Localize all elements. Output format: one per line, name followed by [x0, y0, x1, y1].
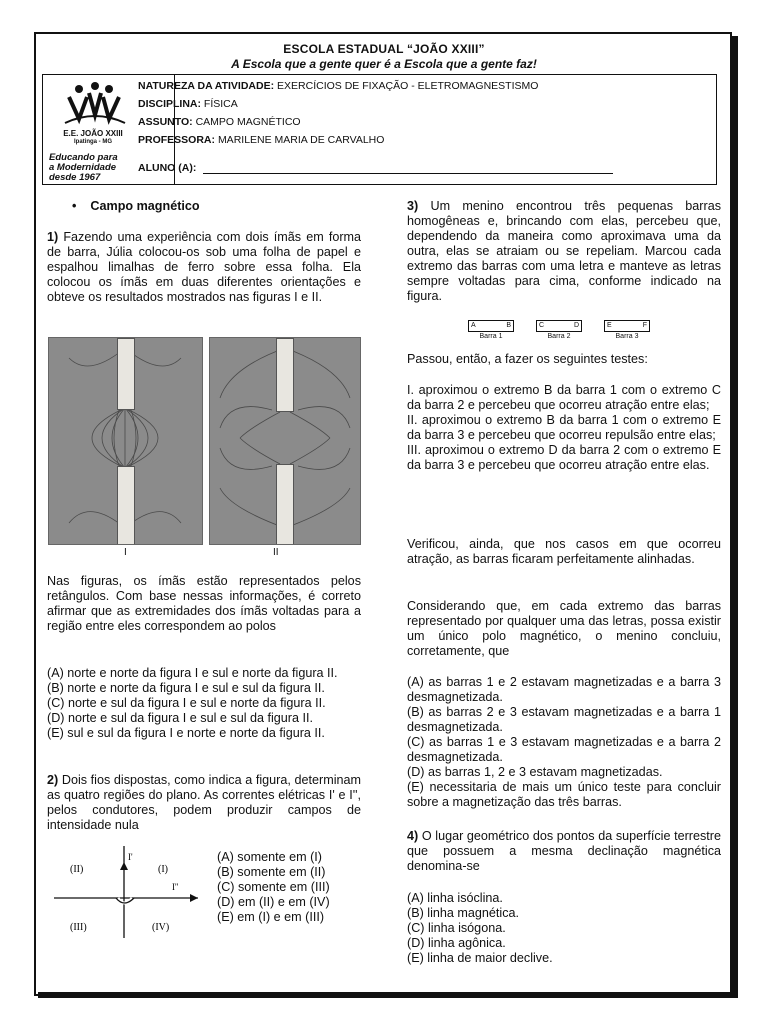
magnet-bar [276, 338, 294, 412]
section-title-text: Campo magnético [90, 199, 200, 213]
logo-tagline-line: a Modernidade [49, 162, 117, 173]
q4-body: O lugar geométrico dos pontos da superfície terrestre que possuem a mesma declinação magnética denomina-se [407, 829, 721, 873]
frame-shadow-right [732, 36, 738, 998]
q4-option-c[interactable]: (C) linha isógona. [407, 921, 506, 935]
bar-3-label: Barra 3 [615, 333, 639, 340]
figure-2-label: II [273, 547, 279, 558]
bar-end: E [607, 322, 612, 329]
q2-option-b[interactable]: (B) somente em (II) [217, 865, 326, 879]
q3-stem: Considerando que, em cada extremo das barras representado por qualquer uma das letras, possa existir um único polo magnético, o menino concluiu, corretamente, que [407, 599, 721, 658]
q2-option-e[interactable]: (E) em (I) e em (III) [217, 910, 325, 924]
q3-options [407, 675, 721, 810]
q3-text [407, 199, 721, 304]
q2-option-c[interactable]: (C) somente em (III) [217, 880, 330, 894]
bar-end: F [642, 322, 647, 329]
bar-end: A [471, 322, 476, 329]
q4-text [407, 829, 721, 874]
header-box [42, 74, 717, 185]
bar-end: D [573, 322, 579, 329]
bar-2 [536, 320, 582, 332]
q3-observation: Verificou, ainda, que nos casos em que ocorreu atração, as barras ficaram perfeitamente alinhadas. [407, 537, 721, 566]
field-label: ASSUNTO: [138, 116, 193, 128]
q3-option-a[interactable]: (A) as barras 1 e 2 estavam magnetizadas e a barra 3 desmagnetizada. [407, 675, 721, 704]
school-motto: A Escola que a gente quer é a Escola que a gente faz! [231, 57, 537, 71]
logo-tagline [49, 153, 118, 183]
region-1-label: (I) [158, 864, 168, 875]
field-value: CAMPO MAGNÉTICO [195, 116, 301, 128]
bar-2-label: Barra 2 [547, 333, 571, 340]
figure-2-photo [209, 337, 361, 545]
school-name: ESCOLA ESTADUAL “JOÃO XXIII” [283, 42, 485, 56]
logo-figures-icon [45, 79, 141, 129]
field-value: FÍSICA [203, 98, 238, 110]
label-i2: I'' [172, 882, 179, 892]
bar-end: B [506, 322, 511, 329]
q1-option-d[interactable]: (D) norte e sul da figura I e sul e sul da figura II. [47, 711, 313, 725]
q3-body: Um menino encontrou três pequenas barras homogêneas e, brincando com elas, percebeu que, dependendo da maneira como aproximava uma da outra, elas se atraiam ou se repeliam. Marcou cada extremo das barras com uma letra e manteve as letras sempre voltadas para cima, conforme indicado na figura. [407, 199, 721, 303]
q3-test-3: III. aproximou o extremo D da barra 2 com o extremo E da barra 3 e percebeu que ocorreu atração entre elas. [407, 443, 721, 472]
field-label: NATUREZA DA ATIVIDADE: [138, 80, 275, 92]
field-professora [138, 134, 384, 146]
q1-number: 1) [47, 230, 59, 244]
q1-options [47, 666, 367, 741]
q2-options [217, 850, 367, 925]
field-aluno [138, 162, 196, 174]
field-natureza [138, 80, 538, 92]
field-assunto [138, 116, 301, 128]
q3-test-1: I. aproximou o extremo B da barra 1 com o extremo C da barra 2 e percebeu que ocorreu atração entre elas; [407, 383, 721, 412]
bullet-icon: • [72, 199, 77, 213]
q1-option-c[interactable]: (C) norte e sul da figura I e sul e norte da figura II. [47, 696, 326, 710]
q4-option-a[interactable]: (A) linha isóclina. [407, 891, 503, 905]
section-title [72, 199, 372, 214]
q2-number: 2) [47, 773, 59, 787]
field-value: MARILENE MARIA DE CARVALHO [217, 134, 385, 146]
q4-option-b[interactable]: (B) linha magnética. [407, 906, 519, 920]
figure-1-label: I [124, 547, 127, 558]
magnet-bar [276, 464, 294, 545]
bar-1 [468, 320, 514, 332]
q2-body: Dois fios dispostas, como indica a figura, determinam as quatro regiões do plano. As correntes elétricas I' e I'', pelos condutores, podem produzir campos de intensidade nula [47, 773, 361, 832]
region-2-label: (II) [70, 864, 84, 875]
q1-option-a[interactable]: (A) norte e norte da figura I e sul e norte da figura II. [47, 666, 338, 680]
q2-wires-diagram [48, 842, 208, 942]
q3-option-b[interactable]: (B) as barras 2 e 3 estavam magnetizadas e a barra 1 desmagnetizada. [407, 705, 721, 734]
q1-text [47, 230, 361, 305]
q3-tests [407, 383, 721, 473]
q3-option-e[interactable]: (E) necessitaria de mais um único teste para concluir sobre a magnetização das três barras. [407, 780, 721, 809]
q4-options [407, 891, 721, 966]
q1-body: Fazendo uma experiência com dois ímãs em forma de barra, Júlia colocou-os sob uma folha de papel e espalhou limalhas de ferro sobre essa folha. Ela colocou os ímãs em duas diferentes orientações e obteve os resultados mostrados nas figuras I e II. [47, 230, 362, 304]
field-disciplina [138, 98, 238, 110]
q1-option-e[interactable]: (E) sul e sul da figura I e norte e norte da figura II. [47, 726, 325, 740]
field-label: ALUNO (A): [138, 162, 197, 174]
bar-3 [604, 320, 650, 332]
q3-option-c[interactable]: (C) as barras 1 e 3 estavam magnetizadas e a barra 2 desmagnetizada. [407, 735, 721, 764]
figure-1-photo [48, 337, 203, 545]
q3-intro: Passou, então, a fazer os seguintes testes: [407, 352, 648, 366]
q2-option-d[interactable]: (D) em (II) e em (IV) [217, 895, 330, 909]
q3-option-d[interactable]: (D) as barras 1, 2 e 3 estavam magnetizadas. [407, 765, 663, 779]
logo-tagline-line: Educando para [49, 152, 118, 163]
q4-option-e[interactable]: (E) linha de maior declive. [407, 951, 553, 965]
q1-stem-text: Nas figuras, os ímãs estão representados pelos retângulos. Com base nessas informações, é correto afirmar que as extremidades dos ímãs voltadas para a região entre eles correspondem ao polos [47, 574, 361, 633]
region-3-label: (III) [70, 922, 87, 933]
q2-text [47, 773, 361, 833]
magnet-bar [117, 338, 135, 410]
magnet-bar [117, 466, 135, 545]
logo-tagline-line: desde 1967 [49, 172, 101, 183]
q2-option-a[interactable]: (A) somente em (I) [217, 850, 322, 864]
q4-number: 4) [407, 829, 419, 843]
logo-name: E.E. JOÃO XXIII [63, 129, 123, 138]
q3-test-2: II. aproximou o extremo B da barra 1 com o extremo E da barra 3 e percebeu que ocorreu repulsão entre elas; [407, 413, 721, 442]
bar-1-label: Barra 1 [479, 333, 503, 340]
q1-option-b[interactable]: (B) norte e norte da figura I e sul e sul da figura II. [47, 681, 325, 695]
aluno-name-line[interactable] [203, 173, 613, 174]
bar-end: C [539, 322, 545, 329]
field-label: PROFESSORA: [138, 134, 216, 146]
region-4-label: (IV) [152, 922, 170, 933]
label-i1: I' [128, 852, 133, 862]
q3-number: 3) [407, 199, 419, 213]
q1-stem [47, 574, 361, 634]
field-value: EXERCÍCIOS DE FIXAÇÃO - ELETROMAGNESTISMO [277, 80, 539, 92]
field-label: DISCIPLINA: [138, 98, 201, 110]
logo-city: Ipatinga - MG [74, 139, 112, 145]
q4-option-d[interactable]: (D) linha agônica. [407, 936, 506, 950]
